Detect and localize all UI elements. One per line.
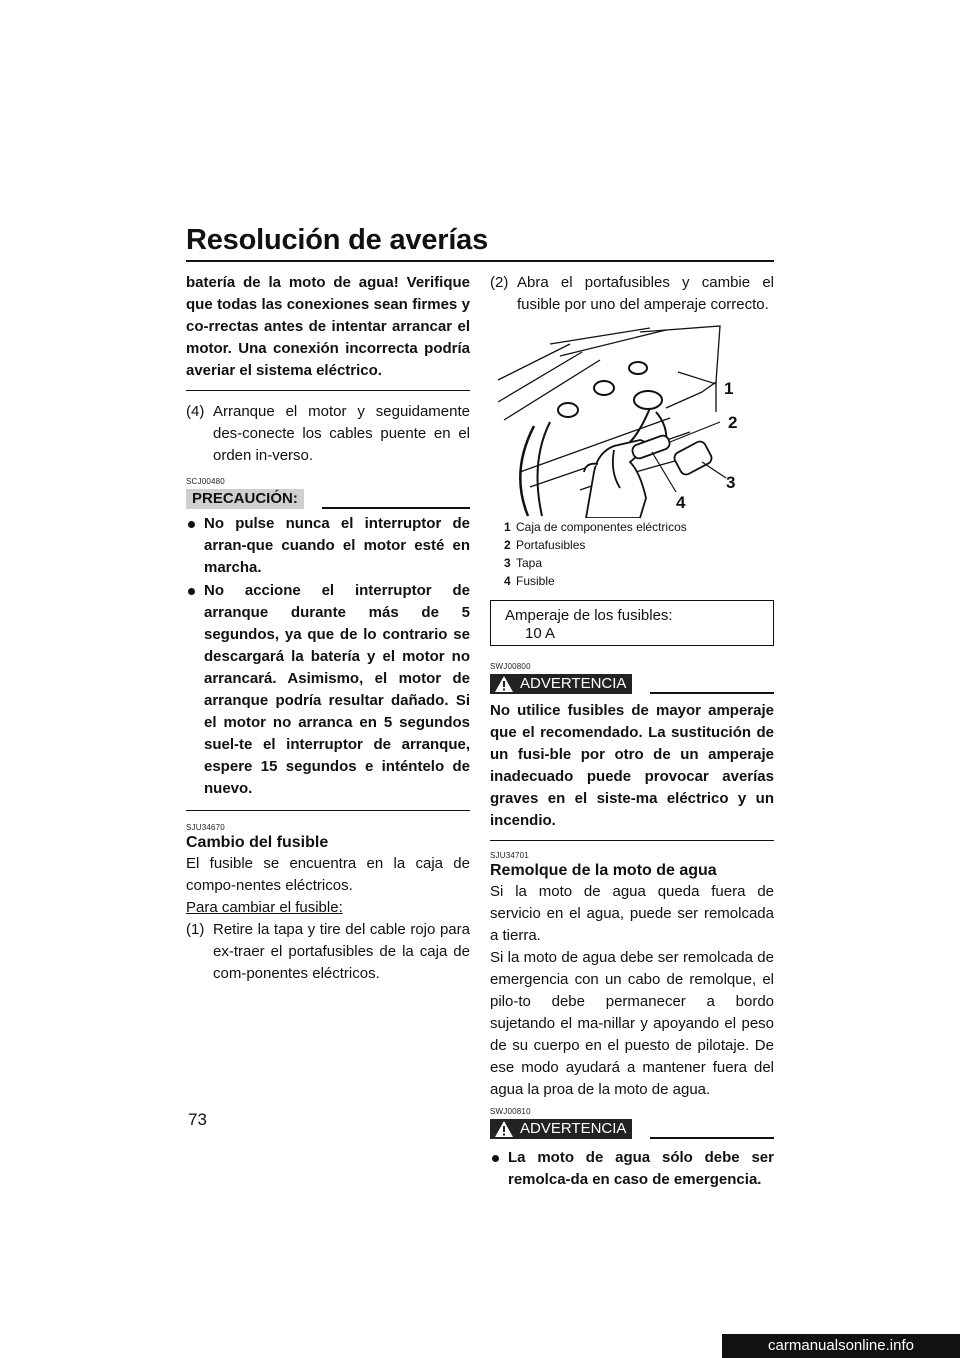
caution-header-rule: [322, 507, 470, 509]
callout-4: 4: [676, 493, 686, 512]
tow-paragraph-1: Si la moto de agua queda fuera de servicio en el agua, puede ser remolcada a tierra.: [490, 883, 774, 944]
page-title: Resolución de averías: [186, 224, 489, 256]
page-header: [186, 222, 774, 262]
fuse-howto-label: Para cambiar el fusible:: [186, 899, 343, 916]
warning-1-header-rule: [650, 692, 774, 694]
warning-1-text: No utilice fusibles de mayor amperaje que el recomendado. La sustitución de un fusi-ble por otro de un amperaje inadecuado puede provocar averías graves en el siste-ma eléctrico y un incendio.: [490, 702, 774, 829]
header-rule: [186, 260, 774, 262]
warning-triangle-icon: [494, 675, 514, 693]
legend-item-1: 1 Caja de componentes eléctricos: [504, 520, 687, 534]
tow-section-code: SJU34701: [490, 851, 529, 860]
warning-2-label: ADVERTENCIA: [520, 1120, 627, 1137]
bullet-dot-icon: [188, 521, 195, 528]
fuse-box-drawing: [490, 322, 774, 518]
bullet-dot-icon: [188, 588, 195, 595]
watermark[interactable]: carmanualsonline.info: [722, 1334, 960, 1358]
warning-1-code: SWJ00800: [490, 662, 531, 671]
step-2-number: (2): [490, 274, 509, 291]
legend-item-4: 4 Fusible: [504, 574, 555, 588]
step-1-number: (1): [186, 921, 205, 938]
warning-1-end-rule: [490, 840, 774, 841]
callout-1: 1: [724, 379, 734, 398]
warning-triangle-icon: [494, 1120, 514, 1138]
bullet-dot-icon: [492, 1155, 499, 1162]
callout-2: 2: [728, 413, 738, 432]
right-column: [490, 272, 774, 1191]
fuse-amperage-spec: [490, 600, 774, 646]
step-1: [186, 919, 470, 985]
step-2-text: Abra el portafusibles y cambie el fusible por uno del amperaje correcto.: [517, 274, 774, 313]
step-4-text: Arranque el motor y seguidamente des-conecte los cables puente en el orden in-verso.: [213, 403, 470, 464]
fuse-section-body: El fusible se encuentra en la caja de compo-nentes eléctricos.: [186, 855, 470, 894]
fuse-section-title: Cambio del fusible: [186, 834, 329, 851]
warning-1-label-box: [490, 674, 632, 694]
fuse-section-code: SJU34670: [186, 823, 225, 832]
left-column: [186, 272, 470, 985]
caution-end-rule: [186, 810, 470, 811]
callout-3: 3: [726, 473, 736, 492]
spec-label: Amperaje de los fusibles:: [505, 607, 673, 624]
caution-bullet-2: No accione el interruptor de arranque durante más de 5 segundos, ya que de lo contrario se descargará la batería y el motor no arrancará. Asimismo, el motor de arranque podría resultar dañado. Si el motor no arranca en 5 segundos suel-te el interruptor de arranque, espere 15 segundos e inténtelo de nuevo.: [186, 580, 470, 800]
caution-label: PRECAUCIÓN:: [186, 489, 304, 509]
page-number: 73: [188, 1110, 207, 1129]
caution-code: SCJ00480: [186, 477, 225, 486]
step-4: [186, 401, 470, 467]
warning-1-header: [490, 674, 774, 694]
caution-header: [186, 489, 470, 509]
intro-end-rule: [186, 390, 470, 391]
spec-value: 10 A: [525, 625, 556, 642]
legend-item-2: 2 Portafusibles: [504, 538, 586, 552]
warning-2-header-rule: [650, 1137, 774, 1139]
warning-2-header: [490, 1119, 774, 1139]
step-2: [490, 272, 774, 316]
step-4-number: (4): [186, 403, 205, 420]
warning-2-code: SWJ00810: [490, 1107, 531, 1116]
fuse-illustration: [490, 322, 774, 518]
caution-list: [186, 513, 470, 800]
tow-section-title: Remolque de la moto de agua: [490, 862, 717, 879]
step-1-text: Retire la tapa y tire del cable rojo para ex-traer el portafusibles de la caja de com-ponentes eléctricos.: [213, 921, 470, 982]
legend-item-3: 3 Tapa: [504, 556, 543, 570]
warning-2-label-box: [490, 1119, 632, 1139]
warning-2-bullet: La moto de agua sólo debe ser remolca-da en caso de emergencia.: [490, 1147, 774, 1191]
tow-paragraph-2: Si la moto de agua debe ser remolcada de emergencia con un cabo de remolque, el pilo-to debe permanecer a bordo sujetando el ma-nillar y apoyando el peso de su cuerpo en el puesto de pilotaje. De ese modo ayudará a mantener fuera del agua la proa de la moto de agua.: [490, 949, 774, 1098]
warning-1-label: ADVERTENCIA: [520, 675, 627, 692]
intro-warning-text: batería de la moto de agua! Verifique que todas las conexiones sean firmes y co-rrectas antes de intentar arrancar el motor. Una conexión incorrecta podría averiar el sistema eléctrico.: [186, 274, 470, 379]
figure-legend: [490, 518, 774, 590]
caution-bullet-1: No pulse nunca el interruptor de arran-que cuando el motor esté en marcha.: [186, 513, 470, 579]
